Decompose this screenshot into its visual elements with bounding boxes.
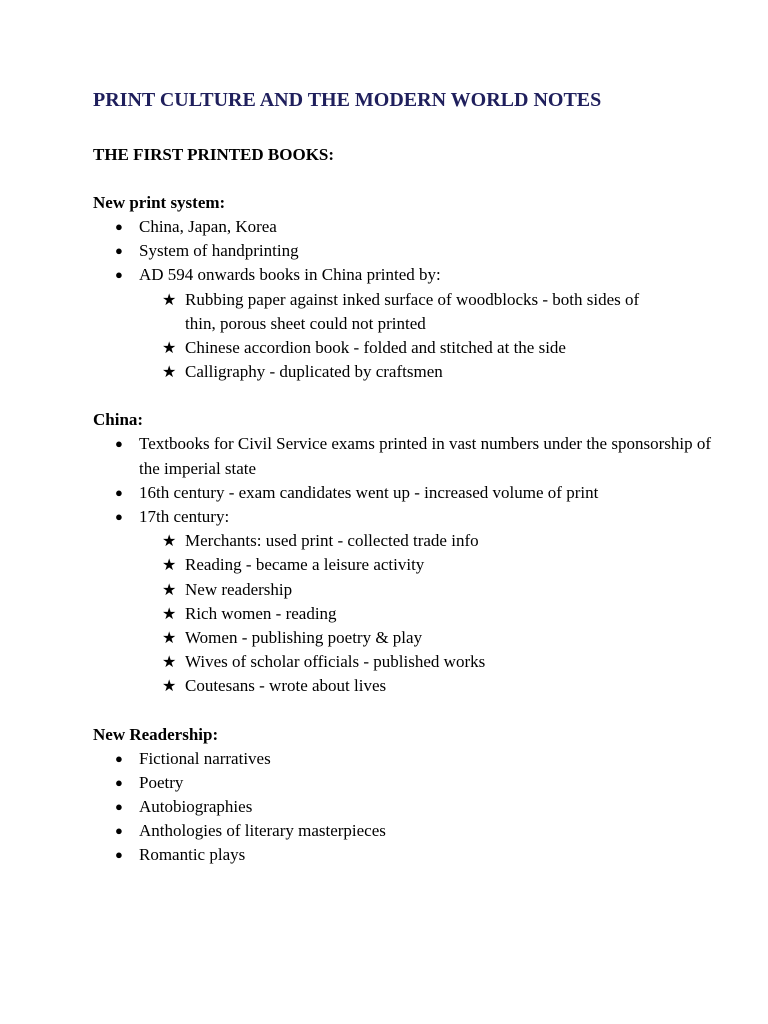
section-china [93,408,728,698]
list-item [93,771,728,795]
list-item [93,263,728,384]
list-item-text: China, Japan, Korea [139,217,277,236]
star-icon: ★ [162,628,177,648]
list-item [93,747,728,771]
list-item [93,795,728,819]
list-item-text: Textbooks for Civil Service exams printed in vast numbers under the sponsorship of the imperial state [139,434,711,478]
sub-list-item-text: Women - publishing poetry & play [185,628,423,648]
star-icon: ★ [162,531,177,551]
sub-list-item-text: New readership [185,579,293,599]
star-icon: ★ [162,555,177,575]
bullet-icon: ● [115,436,123,452]
section-heading: New Readership: [93,724,219,744]
sub-list-item-text: Calligraphy - duplicated by craftsmen [185,362,443,382]
sub-list-item-text: Coutesans - wrote about lives [185,676,387,696]
sub-list-item-text: Chinese accordion book - folded and stitched at the side [185,338,566,358]
sub-list-item-text: Rubbing paper against inked surface of woodblocks - both sides of thin, porous sheet could not printed [185,289,640,333]
bullet-icon: ● [115,219,123,234]
list-item-text: Romantic plays [139,845,246,865]
list-item [93,819,728,843]
section-heading: New print system: [93,193,226,212]
list-item [93,481,728,505]
bullet-icon: ● [115,750,123,766]
sub-list-item-text: Merchants: used print - collected trade info [185,531,479,551]
sub-list-item [93,360,728,384]
bullet-icon: ● [115,774,123,790]
star-icon: ★ [162,603,177,623]
bullet-icon: ● [115,509,123,525]
sub-list-item [93,602,728,626]
list-item-text: Anthologies of literary masterpieces [139,821,386,841]
star-icon: ★ [162,289,177,309]
sub-list-item [93,336,728,360]
list-item-text: 17th century: [139,507,230,527]
bullet-list [93,215,728,384]
list-item [93,239,728,263]
sub-list-item [93,288,728,336]
bullet-icon: ● [115,799,123,815]
sub-list-item-text: Wives of scholar officials - published works [185,652,486,672]
sub-list-item [93,674,728,698]
section-new-readership [93,723,728,868]
list-item [93,843,728,867]
list-item-text: Poetry [139,772,184,792]
bullet-icon: ● [115,847,123,863]
bullet-icon: ● [115,267,123,283]
sub-list-item [93,553,728,577]
list-item [93,432,728,480]
document-title: PRINT CULTURE AND THE MODERN WORLD NOTES [93,89,602,111]
list-item-text: Fictional narratives [139,748,271,768]
sub-list-item-text: Rich women - reading [185,603,337,623]
list-item [93,505,728,699]
bullet-list [93,432,728,698]
sub-list-item [93,529,728,553]
list-item-text: System of handprinting [139,241,299,261]
star-icon: ★ [162,652,177,672]
list-item [93,215,728,239]
sub-list-item-text: Reading - became a leisure activity [185,555,425,575]
list-item-text: Autobiographies [139,797,253,817]
section-heading: China: [93,410,144,430]
sub-list-item [93,626,728,650]
chapter-heading: THE FIRST PRINTED BOOKS: [93,145,335,164]
bullet-icon: ● [115,484,123,500]
list-item-text: AD 594 onwards books in China printed by: [139,265,441,285]
bullet-icon: ● [115,243,123,259]
star-list [139,529,728,698]
bullet-icon: ● [115,823,123,839]
star-list [139,288,728,385]
list-item-text: 16th century - exam candidates went up - increased volume of print [139,482,599,502]
section-new-print-system [93,191,728,384]
sub-list-item [93,650,728,674]
star-icon: ★ [162,676,177,696]
star-icon: ★ [162,338,177,358]
star-icon: ★ [162,362,177,382]
star-icon: ★ [162,579,177,599]
bullet-list [93,747,728,868]
sub-list-item [93,578,728,602]
